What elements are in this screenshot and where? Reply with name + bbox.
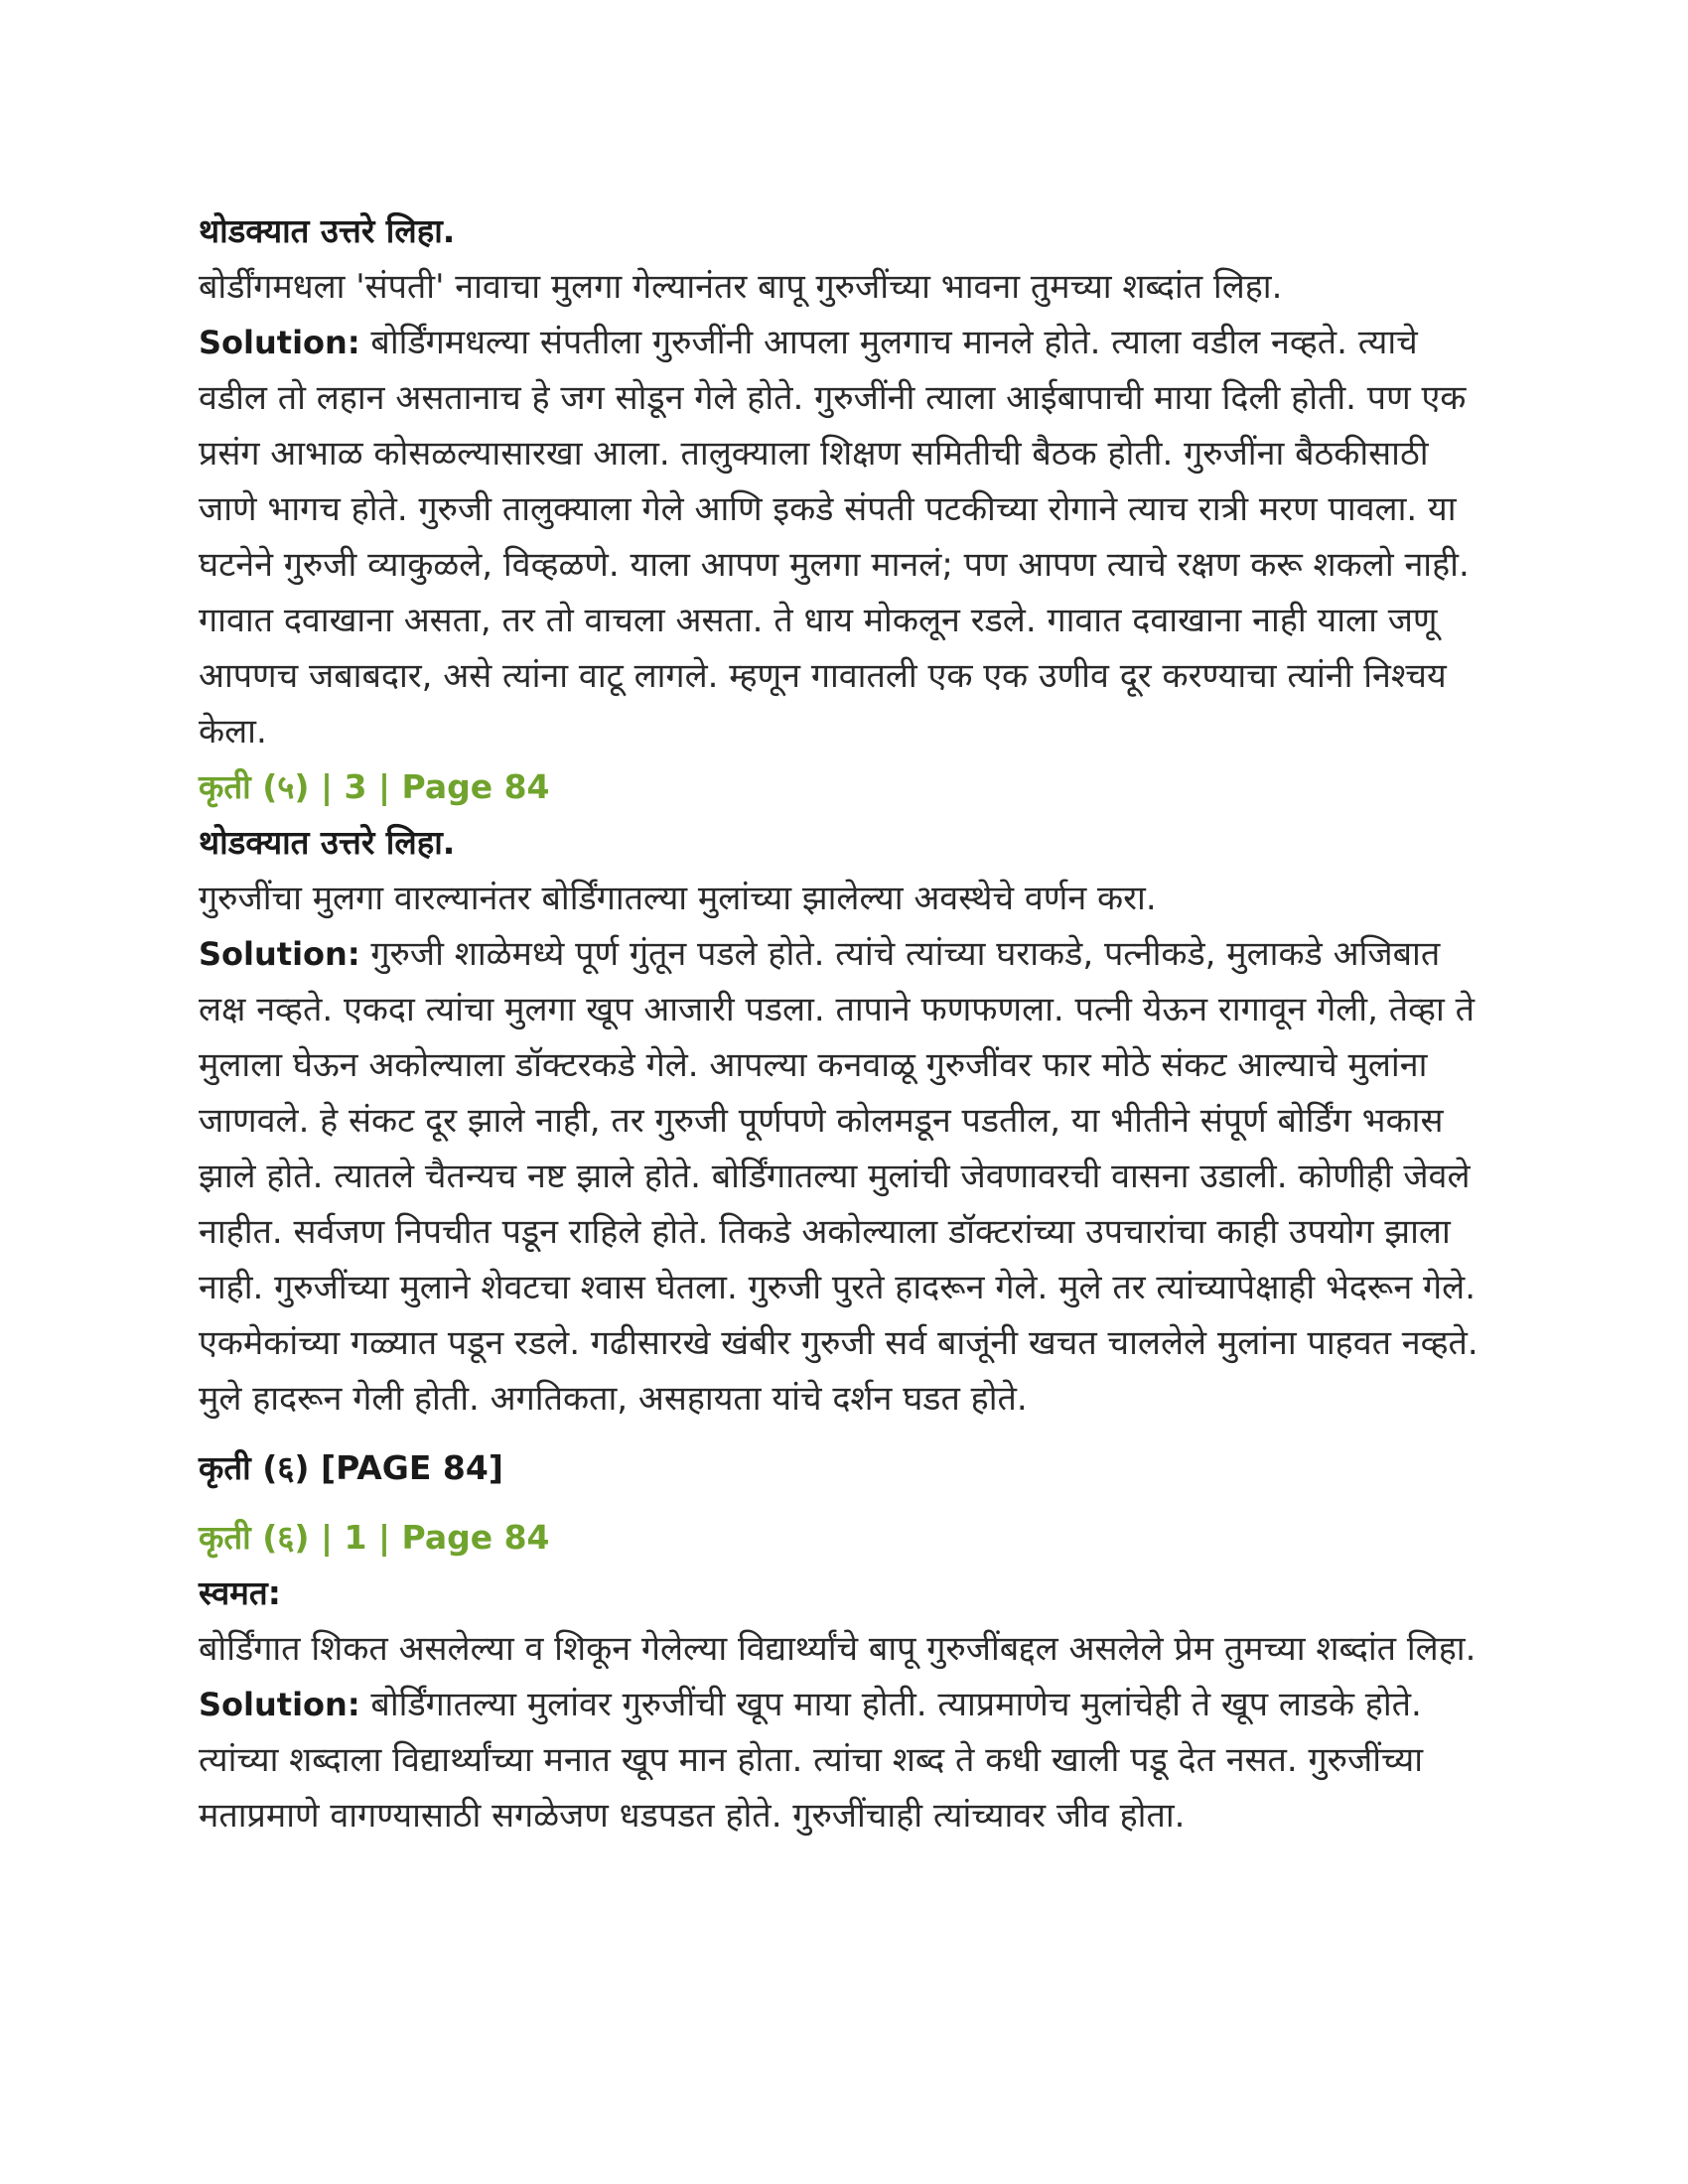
solution-text: बोर्डिंगातल्या मुलांवर गुरुजींची खूप माया होती. त्याप्रमाणेच मुलांचेही ते खूप लाडके होते. त्यांच्या शब्दाला विद्यार्थ्यांच्या मनात खूप मान होता. त्यांचा शब्द ते कधी खाली पडू देत नसत. गुरुजींच्या मताप्रमाणे वागण्यासाठी सगळेजण धडपडत होते. गुरुजींचाही त्यांच्यावर जीव होता.: [199, 1685, 1424, 1836]
answer-block-1: [199, 204, 1489, 759]
question-link[interactable]: कृती (६) | 1 | Page 84: [199, 1518, 550, 1557]
question-link[interactable]: कृती (५) | 3 | Page 84: [199, 767, 550, 806]
question-text: बोर्डींगमधला 'संपती' नावाचा मुलगा गेल्यानंतर बापू गुरुजींच्या भावना तुमच्या शब्दांत लिहा.: [199, 267, 1283, 307]
solution-text: गुरुजी शाळेमध्ये पूर्ण गुंतून पडले होते. त्यांचे त्यांच्या घराकडे, पत्नीकडे, मुलाकडे अजिबात लक्ष नव्हते. एकदा त्यांचा मुलगा खूप आजारी पडला. तापाने फणफणला. पत्नी येऊन रागावून गेली, तेव्हा ते मुलाला घेऊन अकोल्याला डॉक्टरकडे गेले. आपल्या कनवाळू गुरुजींवर फार मोठे संकट आल्याचे मुलांना जाणवले. हे संकट दूर झाले नाही, तर गुरुजी पूर्णपणे कोलमडून पडतील, या भीतीने संपूर्ण बोर्डिंग भकास झाले होते. त्यातले चैतन्यच नष्ट झाले होते. बोर्डिंगातल्या मुलांची जेवणावरची वासना उडाली. कोणीही जेवले नाहीत. सर्वजण निपचीत पडून राहिले होते. तिकडे अकोल्याला डॉक्टरांच्या उपचारांचा काही उपयोग झाला नाही. गुरुजींच्या मुलाने शेवटचा श्वास घेतला. गुरुजी पुरते हादरून गेले. मुले तर त्यांच्यापेक्षाही भेदरून गेले. एकमेकांच्या गळ्यात पडून रडले. गढीसारखे खंबीर गुरुजी सर्व बाजूंनी खचत चाललेले मुलांना पाहवत नव्हते. मुले हादरून गेली होती. अगतिकता, असहायता यांचे दर्शन घडत होते.: [199, 934, 1478, 1419]
question-text: बोर्डिंगात शिकत असलेल्या व शिकून गेलेल्या विद्यार्थ्यांचे बापू गुरुजींबद्दल असलेले प्रेम तुमच्या शब्दांत लिहा.: [199, 1629, 1477, 1669]
instruction-heading: थोडक्यात उत्तरे लिहा.: [199, 211, 456, 250]
solution-paragraph: [199, 315, 1489, 759]
instruction-heading: थोडक्यात उत्तरे लिहा.: [199, 823, 456, 862]
solution-label: Solution:: [199, 1686, 360, 1723]
section-title: कृती (६) [PAGE 84]: [199, 1448, 503, 1487]
solution-label: Solution:: [199, 324, 360, 361]
question-text: गुरुजींचा मुलगा वारल्यानंतर बोर्डिंगातल्या मुलांच्या झालेल्या अवस्थेचे वर्णन करा.: [199, 879, 1157, 918]
answer-block-3: [199, 1510, 1489, 1843]
instruction-heading: स्वमत:: [199, 1573, 281, 1612]
document-page: [199, 204, 1489, 1843]
solution-paragraph: [199, 926, 1489, 1427]
solution-label: Solution:: [199, 935, 360, 973]
answer-block-2: [199, 759, 1489, 1427]
solution-paragraph: [199, 1677, 1489, 1843]
solution-text: बोर्डिंगमधल्या संपतीला गुरुजींनी आपला मुलगाच मानले होते. त्याला वडील नव्हते. त्याचे वडील तो लहान असतानाच हे जग सोडून गेले होते. गुरुजींनी त्याला आईबापाची माया दिली होती. पण एक प्रसंग आभाळ कोसळल्यासारखा आला. तालुक्याला शिक्षण समितीची बैठक होती. गुरुजींना बैठकीसाठी जाणे भागच होते. गुरुजी तालुक्याला गेले आणि इकडे संपती पटकीच्या रोगाने त्याच रात्री मरण पावला. या घटनेने गुरुजी व्याकुळले, विव्हळणे. याला आपण मुलगा मानलं; पण आपण त्याचे रक्षण करू शकलो नाही. गावात दवाखाना असता, तर तो वाचला असता. ते धाय मोकलून रडले. गावात दवाखाना नाही याला जणू आपणच जबाबदार, असे त्यांना वाटू लागले. म्हणून गावातली एक एक उणीव दूर करण्याचा त्यांनी निश्चय केला.: [199, 323, 1470, 751]
